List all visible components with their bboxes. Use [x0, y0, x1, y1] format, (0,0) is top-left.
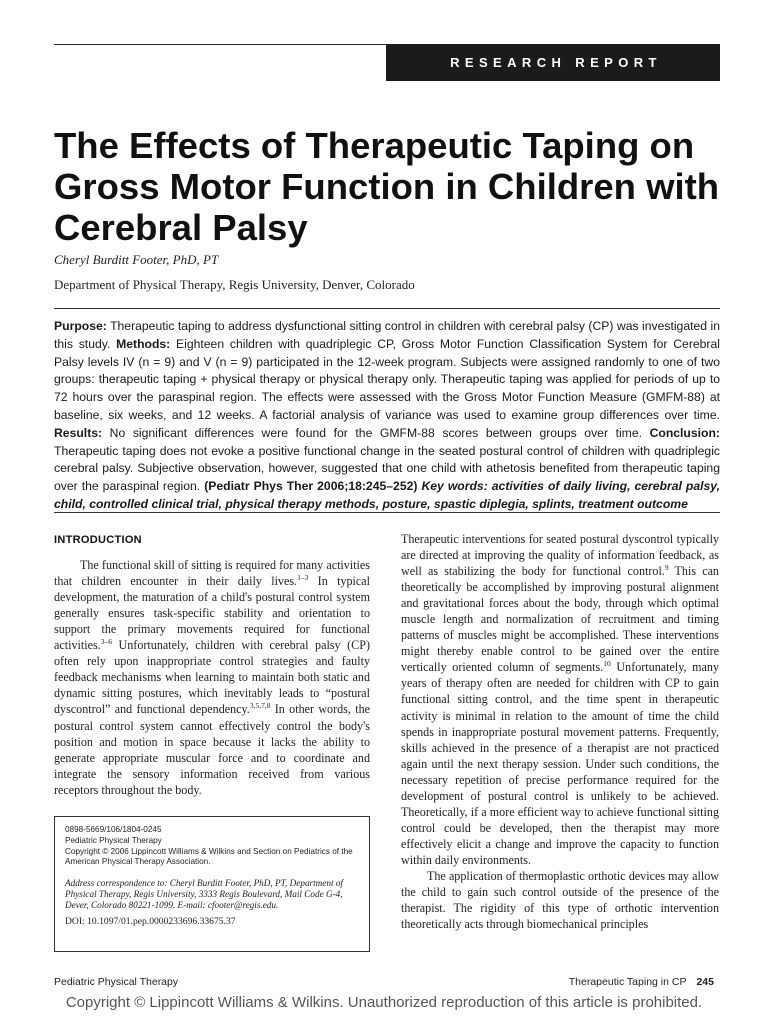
publication-info-box	[54, 816, 370, 952]
conclusion-text: Therapeutic taping does not evoke a positive functional change in the seated postural control of children with quadriplegic cerebral palsy. Subjective observation, however, suggested that one child with athetosis benefited from therapeutic taping over the paraspinal region.	[54, 443, 720, 494]
footer-running-title: Therapeutic Taping in CP 245	[568, 976, 714, 988]
methods-label: Methods:	[116, 336, 171, 351]
correspondence: Address correspondence to: Cheryl Burditt Footer, PhD, PT, Department of Physical Therapy, Regis University, 3333 Regis Boulevard, Mail Code G-4, Dever, Colorado 80221-1099. E-mail: cfooter@regis.edu.	[65, 878, 343, 911]
copyright-watermark: Copyright © Lippincott Williams & Wilkins. Unauthorized reproduction of this article is prohibited.	[65, 994, 703, 1011]
citation-ref: 10	[603, 659, 611, 669]
copyright-line: Copyright © 2006 Lippincott Williams & Wilkins and Section on Pediatrics of the American Physical Therapy Association.	[65, 846, 353, 867]
purpose-label: Purpose:	[54, 319, 107, 333]
keywords: Key words: activities of daily living, cerebral palsy, child, controlled clinical trial, physical therapy methods, posture, spastic diplegia, splints, treatment outcome	[54, 479, 720, 511]
citation-ref: 9	[664, 563, 669, 573]
right-column	[401, 531, 719, 932]
results-text: No significant differences were found for the GMFM-88 scores between groups over time.	[109, 425, 642, 440]
abstract-top-rule	[54, 308, 720, 309]
body-paragraph: Therapeutic interventions for seated postural dyscontrol typically are directed at improving the quality of information feedback, as well as stabilizing the body for functional control.$^9$ This can theoretically be accomplished by improving postural alignment and gravitational forces about the body, through which optimal muscle length and normalization of recruitment and timing patterns of muscles might be accomplished. These interventions might thereby enable control to be gained over the entire vertically oriented column of segments.$^{10}$ Unfortunately, many years of therapy often are needed for children with CP to gain functional sitting control, and the time spent in therapeutic activity is minimal in relation to the amount of time the child spends in inappropriate postural movement patterns. Frequently, skills achieved in the presence of a therapist are not practiced again until the next therapy session. Under such conditions, the necessary repetition of precise performance required for the development of postural control is unlikely to be achieved. Theoretically, if a more efficient way to achieve functional sitting control could be developed, then the therapist may more effectively elicit a change and improve the capacity to function within daily environments.	[401, 532, 720, 867]
journal-line: Pediatric Physical Therapy	[65, 835, 162, 845]
purpose-text: Therapeutic taping to address dysfunctional sitting control in children with cerebral palsy (CP) was investigated in this study.	[54, 319, 720, 351]
methods-text: Eighteen children with quadriplegic CP, Gross Motor Function Classification System for Cerebral Palsy levels IV (n = 9) and V (n = 9) participated in the 12-week program. Subjects were assigned randomly to one of two groups: therapeutic taping + physical therapy or physical therapy only. Therapeutic taping was applied for periods of up to 72 hours over the paraspinal region. The effects were assessed with the Gross Motor Function Measure (GMFM-88) at baseline, six weeks, and 12 weeks. A factorial analysis of variance was used to examine group differences over time.	[54, 336, 720, 422]
author-line: Cheryl Burditt Footer, PhD, PT	[54, 252, 219, 267]
section-badge: RESEARCH REPORT	[386, 44, 720, 81]
left-column	[54, 532, 370, 798]
citation-ref: 3–6	[100, 637, 112, 647]
section-heading: INTRODUCTION	[54, 534, 142, 546]
abstract	[54, 318, 720, 514]
conclusion-label: Conclusion:	[649, 425, 720, 440]
citation-ref: 1–3	[297, 573, 309, 583]
intro-paragraph: The functional skill of sitting is required for many activities that children encounter in their daily lives.$^{1-3}$ In typical development, the maturation of a child's postural control system generally ensures task-specific stability and orientation to support the primary movements required for functional activities.$^{3-6}$ Unfortunately, children with cerebral palsy (CP) often rely upon inappropriate control strategies and faulty feedback mechanisms when learning to maintain both static and dynamic sitting postures, which inevitably leads to “postural dyscontrol” and functional dependency.$^{3,5,7,8}$ In other words, the postural control system cannot effectively control the body's position and motion in space because it lacks the ability to generate appropriate muscular force and to coordinate and integrate the sensory information received from various receptors throughout the body.	[54, 558, 371, 797]
body-paragraph: The application of thermoplastic orthotic devices may allow the child to gain such control outside of the presence of the therapist. The rigidity of this type of orthotic intervention theoretically acts through biomechanical principles	[401, 868, 719, 932]
abstract-bottom-rule	[54, 512, 720, 513]
footer-journal: Pediatric Physical Therapy	[54, 976, 179, 988]
results-label: Results:	[54, 425, 103, 440]
article-title: The Effects of Therapeutic Taping on Gross Motor Function in Children with Cerebral Palsy	[54, 125, 720, 248]
citation: (Pediatr Phys Ther 2006;18:245–252)	[204, 479, 418, 494]
doi-line: DOI: 10.1097/01.pep.0000233696.33675.37	[65, 916, 236, 928]
citation-ref: 3,5,7,8	[249, 701, 271, 711]
affiliation-line: Department of Physical Therapy, Regis University, Denver, Colorado	[54, 277, 415, 292]
issn-line: 0898-5669/106/1804-0245	[65, 825, 162, 834]
page-number: 245	[696, 976, 714, 988]
